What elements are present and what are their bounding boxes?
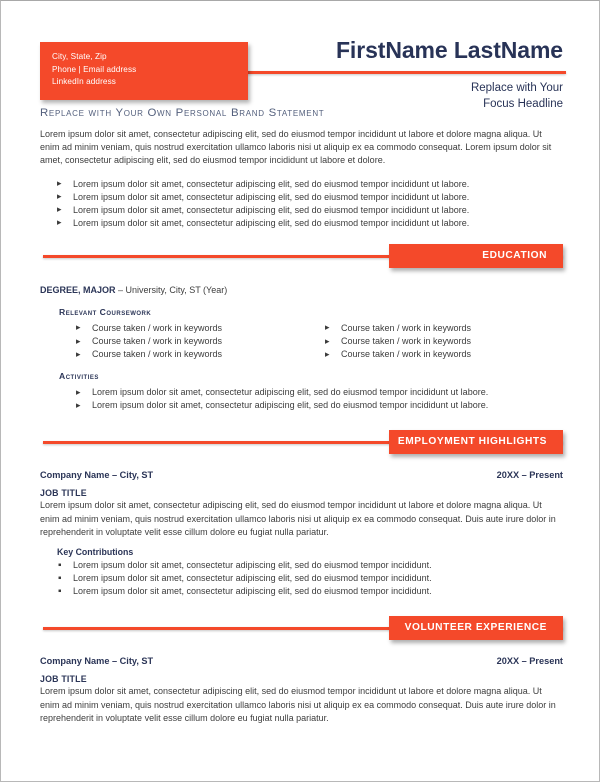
list-item: ▸ Course taken / work in keywords: [59, 348, 311, 361]
volunteer-description: Lorem ipsum dolor sit amet, consectetur adipiscing elit, sed do eiusmod tempor incididunt ut labore et dolore magna aliqua. Ut enim ad minim veniam, quis nostrud exercitation ullamco laboris nisi ut aliquip ex ea commodo consequat. Duis aute irure dolor in reprehenderit in voluptate velit esse cillum dolore eu fugiat nulla pariatur.: [40, 686, 556, 723]
list-item: ▸ Course taken / work in keywords: [59, 322, 311, 335]
contact-phone-email: Phone | Email address: [52, 64, 137, 74]
employment-dates: 20XX – Present: [496, 470, 563, 481]
list-item: ▪ Lorem ipsum dolor sit amet, consectetur adipiscing elit, sed do eiusmod tempor incididunt.: [40, 559, 563, 572]
brand-statement-paragraph: Lorem ipsum dolor sit amet, consectetur adipiscing elit, sed do eiusmod tempor incididunt ut labore et dolore magna aliqua. Ut enim ad minim veniam, quis nostrud exercitation ullamco laboris nisi ut aliquip ex ea commodo consequat. Lorem ipsum dolor sit amet, consectetur adipiscing elit, sed do eiusmod tempor incididunt ut labore et dolore.: [40, 129, 552, 166]
employment-job-title: JOB TITLE: [40, 488, 87, 499]
degree-institution: – University, City, ST (Year): [115, 284, 228, 295]
section-banner-volunteer: [40, 616, 563, 642]
contact-location: City, State, Zip: [52, 52, 107, 61]
section-title-employment[interactable]: EMPLOYMENT HIGHLIGHTS: [389, 430, 563, 454]
employment-description: Lorem ipsum dolor sit amet, consectetur adipiscing elit, sed do eiusmod tempor incididunt ut labore et dolore magna aliqua. Ut enim ad minim veniam, quis nostrud exercitation ullamco laboris nisi ut aliquip ex ea commodo consequat. Duis aute irure dolor in reprehenderit in voluptate velit esse cillum dolore eu fugiat nulla pariatur.: [40, 500, 556, 537]
section-title-education[interactable]: EDUCATION: [389, 244, 563, 268]
activities-block: [40, 371, 563, 412]
header-accent-rule: [241, 71, 566, 74]
volunteer-job-title: JOB TITLE: [40, 674, 87, 685]
list-item: ▸ Course taken / work in keywords: [311, 335, 563, 348]
list-item: ▪ Lorem ipsum dolor sit amet, consectetur adipiscing elit, sed do eiusmod tempor incididunt.: [40, 572, 563, 585]
list-item: ▸ Course taken / work in keywords: [311, 348, 563, 361]
coursework-list-right: [311, 322, 563, 361]
employment-company: Company Name – City, ST: [40, 470, 154, 481]
education-degree-line: [40, 284, 563, 297]
list-item: ▸ Lorem ipsum dolor sit amet, consectetur adipiscing elit, sed do eiusmod tempor incididunt ut labore.: [59, 386, 563, 399]
volunteer-company: Company Name – City, ST: [40, 656, 154, 667]
list-item: ▸ Lorem ipsum dolor sit amet, consectetur adipiscing elit, sed do eiusmod tempor incididunt ut labore.: [40, 204, 563, 217]
headline-line-1: Replace with Your: [470, 82, 563, 94]
key-contributions-heading: Key Contributions: [57, 547, 134, 558]
relevant-coursework-block: [40, 307, 563, 361]
list-item: ▸ Lorem ipsum dolor sit amet, consectetur adipiscing elit, sed do eiusmod tempor incididunt ut labore.: [40, 178, 563, 191]
contact-info-box[interactable]: [40, 42, 248, 100]
volunteer-entry-header: [40, 656, 563, 666]
list-item: ▸ Lorem ipsum dolor sit amet, consectetur adipiscing elit, sed do eiusmod tempor incididunt ut labore.: [40, 191, 563, 204]
volunteer-dates: 20XX – Present: [496, 656, 563, 667]
list-item: ▸ Course taken / work in keywords: [59, 335, 311, 348]
section-banner-education: [40, 244, 563, 270]
candidate-name[interactable]: FirstName LastName: [335, 37, 563, 63]
list-item: ▸ Lorem ipsum dolor sit amet, consectetur adipiscing elit, sed do eiusmod tempor incididunt ut labore.: [40, 217, 563, 230]
degree-major: DEGREE, MAJOR: [40, 284, 116, 295]
key-contributions-list: [40, 559, 563, 598]
brand-statement-bullets: [40, 178, 563, 230]
resume-content: [1, 89, 599, 725]
list-item: ▪ Lorem ipsum dolor sit amet, consectetur adipiscing elit, sed do eiusmod tempor incididunt.: [40, 585, 563, 598]
section-banner-employment: [40, 430, 563, 456]
coursework-column-left: [59, 322, 311, 361]
coursework-column-right: [311, 322, 563, 361]
section-title-volunteer[interactable]: VOLUNTEER EXPERIENCE: [389, 616, 563, 640]
contact-linkedin: LinkedIn address: [52, 77, 116, 87]
headline-line-2: Focus Headline: [483, 97, 563, 110]
relevant-coursework-heading: Relevant Coursework: [59, 306, 152, 317]
activities-list: [59, 386, 563, 412]
coursework-list-left: [59, 322, 311, 361]
activities-heading: Activities: [59, 371, 99, 382]
brand-statement-heading: Replace with Your Own Personal Brand Statement: [40, 107, 325, 119]
list-item: ▸ Lorem ipsum dolor sit amet, consectetur adipiscing elit, sed do eiusmod tempor incididunt ut labore.: [59, 399, 563, 412]
coursework-columns: [59, 322, 563, 361]
resume-header: [1, 1, 599, 110]
employment-entry-header: [40, 470, 563, 480]
list-item: ▸ Course taken / work in keywords: [311, 322, 563, 335]
